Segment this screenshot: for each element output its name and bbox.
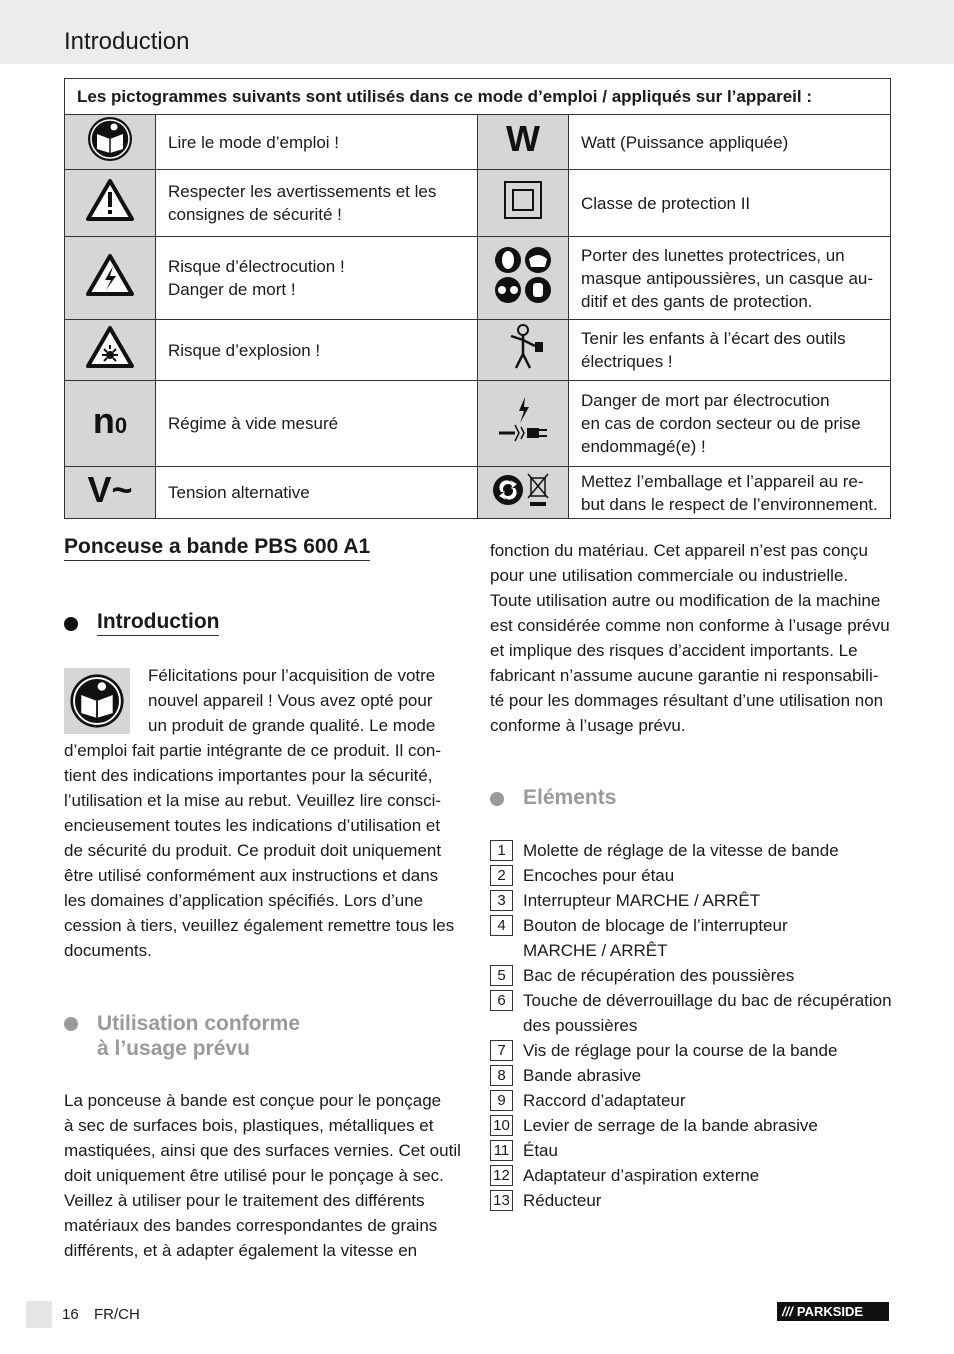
pictogram-label: Classe de protection II	[569, 170, 891, 237]
pictogram-label: Respecter les avertissements et les consignes de sécurité !	[156, 170, 478, 237]
item-number: 4	[490, 915, 513, 936]
item-number: 13	[490, 1190, 513, 1211]
bullet-icon	[64, 1017, 78, 1031]
usage-heading: Utilisation conforme à l’usage prévu	[97, 1012, 301, 1060]
no-load-speed-icon: n0	[65, 381, 156, 467]
recycle-icon	[478, 467, 569, 519]
alternating-voltage-icon: V~	[65, 467, 156, 519]
item-text: Vis de réglage pour la course de la bande	[523, 1041, 838, 1060]
item-text: Molette de réglage de la vitesse de bande	[523, 841, 839, 860]
explosion-icon	[65, 320, 156, 381]
usage-body-continued: fonction du matériau. Cet appareil n’est pas conçu pour une utilisation commerciale ou industrielle. Toute utilisation autre ou modification de la machine est considérée comme non conforme à l’usage prévu et implique des risques d’accident importants. Le fabricant n’assume aucune garantie ni responsabili- té pour les dommages résultant d’une utilisation non conforme à l’usage prévu.	[490, 541, 890, 735]
list-item	[490, 1063, 900, 1088]
item-number: 1	[490, 840, 513, 861]
list-item	[490, 1188, 900, 1213]
list-item	[490, 1163, 900, 1188]
item-number: 12	[490, 1165, 513, 1186]
usage-body: La ponceuse à bande est conçue pour le ponçage à sec de surfaces bois, plastiques, métalliques et mastiquées, ainsi que des surfaces vernies. Cet outil doit uniquement être utilisé pour le ponçage à sec. Veillez à utiliser pour le traitement des différents matériaux des bandes correspondantes de grains différents, et à adapter également la vitesse en	[64, 1091, 461, 1260]
page-number: 16	[62, 1306, 79, 1323]
elements-heading: Eléments	[523, 786, 617, 809]
pictogram-label: Régime à vide mesuré	[156, 381, 478, 467]
item-number: 3	[490, 890, 513, 911]
introduction-text-line: nouvel appareil ! Vous avez opté pour	[148, 691, 433, 710]
pictogram-label: Risque d’électrocution ! Danger de mort !	[156, 237, 478, 320]
item-text: Réducteur	[523, 1191, 602, 1210]
item-number: 10	[490, 1115, 513, 1136]
bullet-icon	[64, 617, 78, 631]
item-text: Bouton de blocage de l’interrupteur MARCHE / ARRÊT	[523, 916, 788, 960]
item-number: 5	[490, 965, 513, 986]
item-number: 6	[490, 990, 513, 1011]
item-text: Interrupteur MARCHE / ARRÊT	[523, 891, 761, 910]
item-text: Bac de récupération des poussières	[523, 966, 795, 985]
list-item	[490, 1038, 900, 1063]
item-text: Touche de déverrouillage du bac de récupération des poussières	[523, 991, 892, 1035]
list-item	[490, 1113, 900, 1138]
pictogram-label: Lire le mode d’emploi !	[156, 115, 478, 170]
language-code: FR/CH	[94, 1306, 140, 1323]
pictogram-label: Tenir les enfants à l’écart des outils électriques !	[569, 320, 891, 381]
pictogram-table	[64, 78, 891, 519]
page-title: Introduction	[64, 28, 190, 55]
pictogram-table-heading: Les pictogrammes suivants sont utilisés dans ce mode d’emploi / appliqués sur l’appareil :	[65, 79, 891, 115]
damaged-cord-icon	[478, 381, 569, 467]
item-number: 2	[490, 865, 513, 886]
item-number: 9	[490, 1090, 513, 1111]
warning-icon	[65, 170, 156, 237]
item-number: 7	[490, 1040, 513, 1061]
footer-marker	[26, 1301, 52, 1328]
list-item	[490, 1088, 900, 1113]
manual-icon	[64, 668, 130, 734]
list-item	[490, 1138, 900, 1163]
item-text: Encoches pour étau	[523, 866, 675, 885]
introduction-text-line: un produit de grande qualité. Le mode	[148, 716, 436, 735]
pictogram-label: Mettez l’emballage et l’appareil au re- but dans le respect de l’environnement.	[569, 467, 891, 519]
list-item	[490, 988, 900, 1038]
elements-list	[490, 838, 900, 1213]
list-item	[490, 888, 900, 913]
keep-children-away-icon	[478, 320, 569, 381]
manual-icon	[65, 115, 156, 170]
pictogram-label: Watt (Puissance appliquée)	[569, 115, 891, 170]
item-number: 8	[490, 1065, 513, 1086]
protective-gear-icon	[478, 237, 569, 320]
brand-logo: /// PARKSIDE	[777, 1302, 889, 1321]
item-text: Levier de serrage de la bande abrasive	[523, 1116, 818, 1135]
pictogram-label: Tension alternative	[156, 467, 478, 519]
bullet-icon	[490, 792, 504, 806]
pictogram-label: Danger de mort par électrocution en cas de cordon secteur ou de prise endommagé(e) !	[569, 381, 891, 467]
item-number: 11	[490, 1140, 513, 1161]
list-item	[490, 913, 900, 963]
product-title: Ponceuse a bande PBS 600 A1	[64, 535, 370, 561]
item-text: Adaptateur d’aspiration externe	[523, 1166, 760, 1185]
pictogram-label: Risque d’explosion !	[156, 320, 478, 381]
introduction-heading: Introduction	[97, 610, 219, 636]
electric-shock-icon	[65, 237, 156, 320]
introduction-text-line: Félicitations pour l’acquisition de votre	[148, 666, 436, 685]
list-item	[490, 838, 900, 863]
item-text: Étau	[523, 1141, 558, 1160]
pictogram-label: Porter des lunettes protectrices, un masque antipoussières, un casque au- ditif et des gants de protection.	[569, 237, 891, 320]
list-item	[490, 963, 900, 988]
protection-class-ii-icon	[478, 170, 569, 237]
watt-icon: W	[478, 115, 569, 170]
item-text: Raccord d’adaptateur	[523, 1091, 686, 1110]
list-item	[490, 863, 900, 888]
item-text: Bande abrasive	[523, 1066, 642, 1085]
introduction-body: d’emploi fait partie intégrante de ce produit. Il con- tient des indications importantes pour la sécurité, l’utilisation et la mise au rebut. Veuillez lire consci- encieusement toutes les indications d’utilisation et de sécurité du produit. Ce produit doit uniquement être utilisé conformément aux instructions et dans les domaines d’application spécifiés. Lors d’une cession à tiers, veuillez également remettre tous les documents.	[64, 741, 455, 960]
